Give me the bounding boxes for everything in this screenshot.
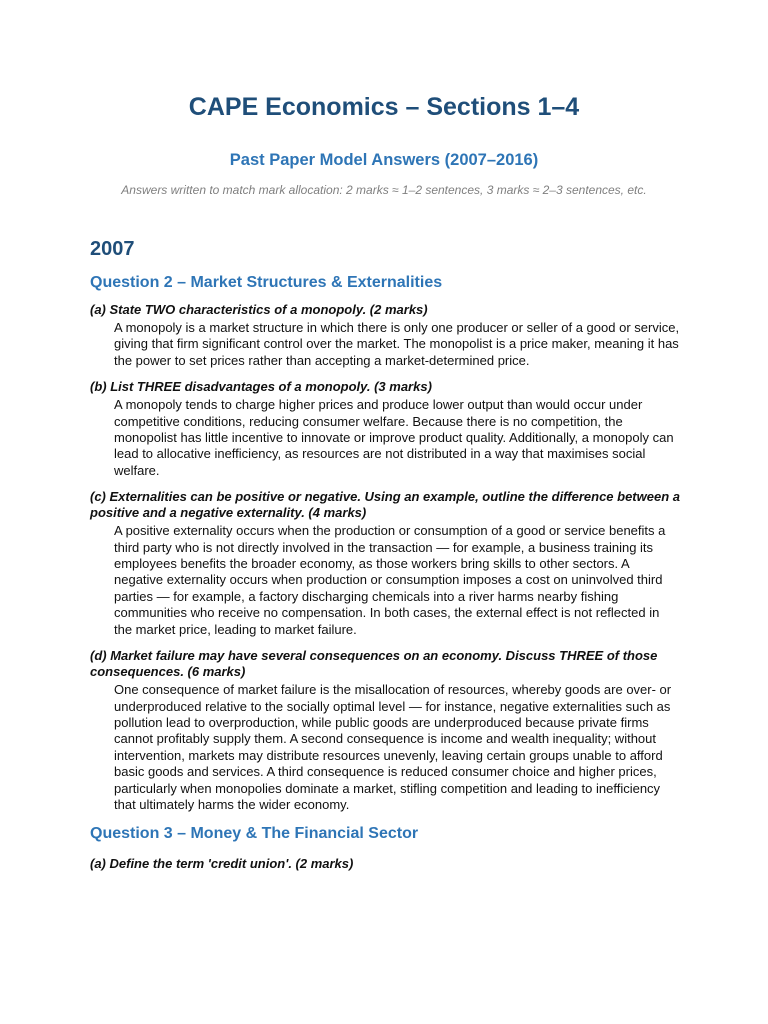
question-2a-prompt: (a) State TWO characteristics of a monopoly. (2 marks) (90, 302, 428, 317)
question-2b-answer: A monopoly tends to charge higher prices and produce lower output than would occur under competitive conditions, reducing consumer welfare. Because there is no competition, the monopolist has little incentive to innovate or improve product quality. Additionally, a monopoly can lead to allocative inefficiency, as resources are not distributed in a way that maximises social welfare. (114, 397, 674, 478)
question-2c-prompt: (c) Externalities can be positive or negative. Using an example, outline the difference between a positive and a negative externality. (4 marks) (90, 489, 680, 521)
mark-allocation-note: Answers written to match mark allocation: 2 marks ≈ 1–2 sentences, 3 marks ≈ 2–3 sentences, etc. (121, 183, 647, 197)
question-3-heading: Question 3 – Money & The Financial Sector (90, 825, 419, 843)
question-2b-prompt: (b) List THREE disadvantages of a monopoly. (3 marks) (90, 379, 432, 395)
document-title: CAPE Economics – Sections 1–4 (188, 93, 580, 121)
question-2c-answer: A positive externality occurs when the production or consumption of a good or service benefits a third party who is not directly involved in the transaction — for example, a business training its employees benefits the broader economy, as those workers bring skills to other sectors. A negative externality occurs when production or consumption imposes a cost on uninvolved third parties — for example, a factory discharging chemicals into a river harms nearby fishing communities who receive no compensation. In both cases, the external effect is not reflected in the market price, leading to market failure. (114, 523, 666, 637)
year-heading: 2007 (90, 238, 135, 260)
question-3a-prompt: (a) Define the term 'credit union'. (2 marks) (90, 856, 354, 872)
document-subtitle: Past Paper Model Answers (2007–2016) (229, 151, 539, 169)
question-2d-answer: One consequence of market failure is the misallocation of resources, whereby goods are over- or underproduced relative to the socially optimal level — for instance, negative externalities such as pollution lead to overproduction, while public goods are underproduced because private firms cannot profitably supply them. A second consequence is income and wealth inequality; without intervention, markets may distribute resources unevenly, leaving certain groups unable to afford basic goods and services. A third consequence is reduced consumer choice and higher prices, particularly when monopolies dominate a market, stifling competition and leading to inefficiency that ultimately harms the wider economy. (114, 682, 672, 812)
document-body (90, 236, 690, 874)
question-2d-prompt: (d) Market failure may have several consequences on an economy. Discuss THREE of those consequences. (6 marks) (90, 648, 658, 680)
question-2-heading: Question 2 – Market Structures & Externalities (90, 274, 443, 291)
question-2a-answer: A monopoly is a market structure in which there is only one producer or seller of a good or service, giving that firm significant control over the market. The monopolist is a price maker, meaning it has the power to set prices rather than accepting a market-determined price. (114, 320, 680, 368)
